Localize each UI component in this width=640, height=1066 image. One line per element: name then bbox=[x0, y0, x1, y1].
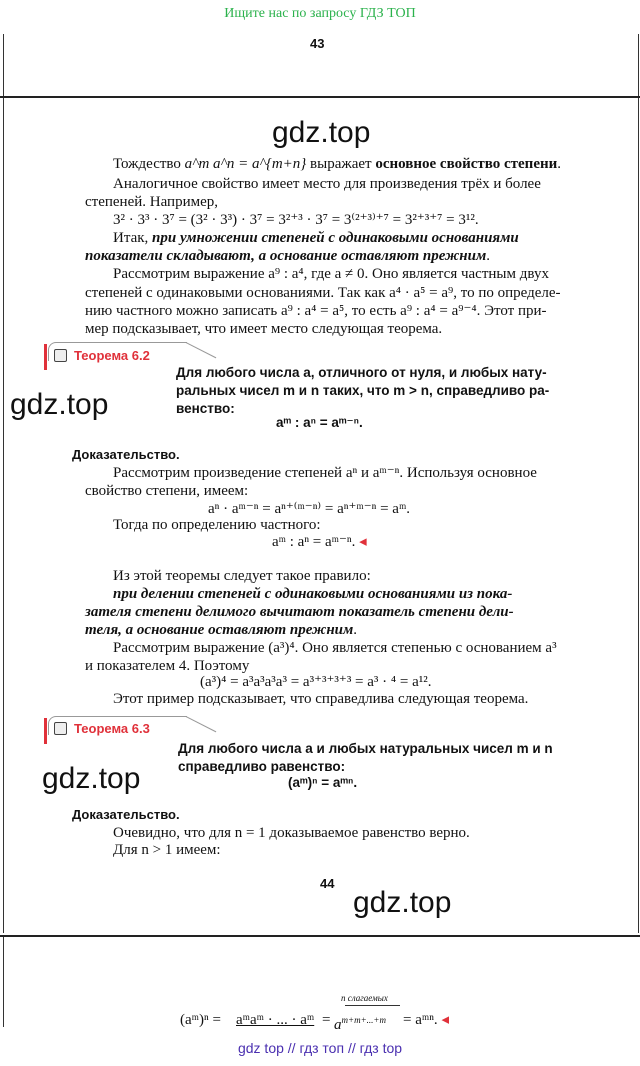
separator: // bbox=[347, 1040, 356, 1056]
theorem-label: Теорема 6.2 bbox=[74, 348, 150, 363]
page-divider-top bbox=[0, 96, 640, 98]
paragraph-text: нию частного можно записать a⁹ : a⁴ = a⁵, то есть a⁹ : a⁴ = a⁹⁻⁴. Этот при- bbox=[85, 303, 547, 319]
proof-text: свойство степени, имеем: bbox=[85, 483, 249, 499]
paragraph-identity: Тождество a^m a^n = a^{m+n} выражает основное свойство степени. bbox=[113, 156, 562, 172]
theorem-text: венство: bbox=[176, 401, 235, 416]
example-formula: 3² · 3³ · 3⁷ = (3² · 3³) · 3⁷ = 3²⁺³ · 3⁷ = 3⁽²⁺³⁾⁺⁷ = 3²⁺³⁺⁷ = 3¹². bbox=[113, 212, 479, 228]
page-divider-bottom bbox=[0, 935, 640, 937]
page-border-left-lower bbox=[3, 937, 4, 1027]
proof-formula: aᵐ : aⁿ = aᵐ⁻ⁿ. ◂ bbox=[272, 534, 367, 550]
rule-intro: Из этой теоремы следует такое правило: bbox=[113, 568, 371, 584]
watermark: gdz.top bbox=[10, 388, 109, 421]
check-icon bbox=[54, 349, 67, 362]
watermark: gdz.top bbox=[42, 762, 141, 795]
proof-title: Доказательство. bbox=[72, 807, 180, 822]
rule-multiplication: Итак, при умножении степеней с одинаковыми основаниями bbox=[113, 230, 519, 246]
theorem-formula: (aᵐ)ⁿ = aᵐⁿ. bbox=[288, 775, 358, 790]
final-formula-eq: = bbox=[322, 1012, 331, 1028]
bottom-links bbox=[0, 1040, 640, 1056]
overbrace bbox=[345, 1005, 400, 1006]
proof-formula: aⁿ · aᵐ⁻ⁿ = aⁿ⁺⁽ᵐ⁻ⁿ⁾ = aⁿ⁺ᵐ⁻ⁿ = aᵐ. bbox=[208, 501, 411, 517]
page-border-left bbox=[3, 34, 4, 96]
link-gdz-top-ru[interactable]: гдз топ bbox=[299, 1040, 345, 1056]
power-formula: (a³)⁴ = a³a³a³a³ = a³⁺³⁺³⁺³ = a³ · ⁴ = a¹². bbox=[200, 674, 432, 690]
proof-text: Очевидно, что для n = 1 доказываемое равенство верно. bbox=[113, 825, 470, 841]
proof-title: Доказательство. bbox=[72, 447, 180, 462]
paragraph-text: и показателем 4. Поэтому bbox=[85, 658, 250, 674]
theorem-text: Для любого числа a и любых натуральных чисел m и n bbox=[178, 741, 553, 756]
paragraph-text: мер подсказывает, что имеет место следующая теорема. bbox=[85, 321, 443, 337]
paragraph-text: Рассмотрим выражение (a³)⁴. Оно является степенью с основанием a³ bbox=[113, 640, 557, 656]
paragraph-text: степеней. Например, bbox=[85, 194, 219, 210]
theorem-text: справедливо равенство: bbox=[178, 759, 346, 774]
paragraph-text: Рассмотрим выражение a⁹ : a⁴, где a ≠ 0. Оно является частным двух bbox=[113, 266, 549, 282]
page-border-right-main bbox=[638, 98, 639, 933]
final-formula-power: $a^{m+m+...+m}$ bbox=[334, 1015, 386, 1033]
end-of-proof-icon: ◂ bbox=[359, 534, 367, 550]
separator: // bbox=[287, 1040, 296, 1056]
rule-multiplication: показатели складывают, а основание оставляют прежним. bbox=[85, 248, 490, 264]
theorem-label: Теорема 6.3 bbox=[74, 721, 150, 736]
theorem-formula: aᵐ : aⁿ = aᵐ⁻ⁿ. bbox=[276, 415, 363, 430]
paragraph-text: степеней с одинаковыми основаниями. Так как a⁴ · a⁵ = a⁹, то по определе- bbox=[85, 285, 561, 301]
paragraph-text: Этот пример подсказывает, что справедлива следующая теорема. bbox=[113, 691, 529, 707]
check-icon bbox=[54, 722, 67, 735]
page-border-right bbox=[638, 34, 639, 96]
paragraph-text: Аналогичное свойство имеет место для произведения трёх и более bbox=[113, 176, 541, 192]
page-number-bottom: 44 bbox=[320, 876, 335, 891]
rule-division: при делении степеней с одинаковыми основаниями из пока- bbox=[113, 586, 513, 602]
final-formula-product: aᵐaᵐ · ... · aᵐ bbox=[236, 1012, 315, 1028]
watermark: gdz.top bbox=[272, 116, 371, 149]
brace-label: n слагаемых bbox=[341, 993, 388, 1003]
end-of-proof-icon: ◂ bbox=[441, 1012, 449, 1028]
rule-division: теля, а основание оставляют прежним. bbox=[85, 622, 358, 638]
link-gdz-top-mixed[interactable]: гдз top bbox=[359, 1040, 403, 1056]
final-formula-rhs: = aᵐⁿ. ◂ bbox=[403, 1012, 449, 1028]
theorem-text: Для любого числа a, отличного от нуля, и любых нату- bbox=[176, 365, 547, 380]
search-banner: Ищите нас по запросу ГДЗ ТОП bbox=[224, 6, 416, 21]
theorem-text: ральных чисел m и n таких, что m > n, справедливо ра- bbox=[176, 383, 550, 398]
page-border-left-main bbox=[3, 98, 4, 933]
page-number-top: 43 bbox=[310, 36, 325, 51]
proof-text: Тогда по определению частного: bbox=[113, 517, 321, 533]
watermark: gdz.top bbox=[353, 886, 452, 919]
link-gdz-top[interactable]: gdz top bbox=[237, 1040, 284, 1056]
final-formula-lhs: (aᵐ)ⁿ = bbox=[180, 1012, 221, 1028]
rule-division: зателя степени делимого вычитают показатель степени дели- bbox=[85, 604, 514, 620]
proof-text: Рассмотрим произведение степеней aⁿ и aᵐ⁻ⁿ. Используя основное bbox=[113, 465, 537, 481]
proof-text: Для n > 1 имеем: bbox=[113, 842, 221, 858]
